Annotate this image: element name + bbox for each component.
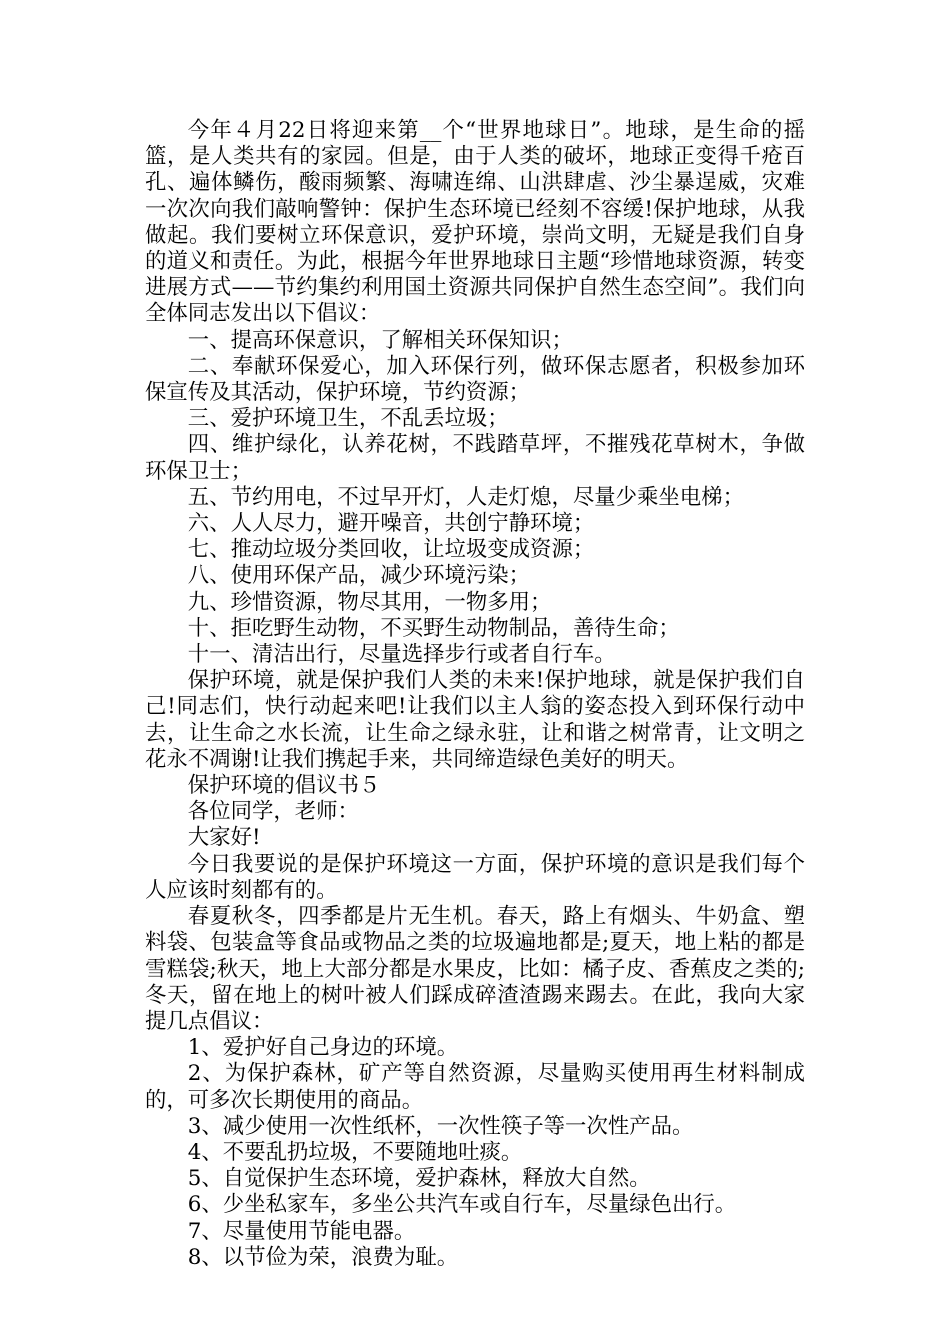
suggestion-item-3: 3、减少使用一次性纸杯，一次性筷子等一次性产品。 — [187, 1113, 694, 1139]
paragraph-topic: 今日我要说的是保护环境这一方面，保护环境的意识是我们每个人应该时刻都有的。 — [145, 851, 805, 903]
proposal-item-5: 五、节约用电，不过早开灯，人走灯熄，尽量少乘坐电梯； — [187, 484, 744, 510]
proposal-item-8: 八、使用环保产品，减少环境污染； — [187, 563, 531, 589]
proposal-item-7: 七、推动垃圾分类回收，让垃圾变成资源； — [187, 537, 595, 563]
salutation: 各位同学，老师： — [187, 799, 359, 825]
suggestion-item-7: 7、尽量使用节能电器。 — [187, 1218, 416, 1244]
proposal-item-9: 九、珍惜资源，物尽其用，一物多用； — [187, 589, 552, 615]
proposal-item-1: 一、提高环保意识，了解相关环保知识； — [187, 327, 573, 353]
suggestion-item-4: 4、不要乱扔垃圾，不要随地吐痰。 — [187, 1139, 523, 1165]
proposal-item-10: 十、拒吃野生动物，不买野生动物制品，善待生命； — [187, 615, 680, 641]
proposal-item-4: 四、维护绿化，认养花树，不践踏草坪，不摧残花草树木，争做环保卫士； — [145, 432, 805, 484]
suggestion-item-2: 2、为保护森林，矿产等自然资源，尽量购买使用再生材料制成的，可多次长期使用的商品。 — [145, 1061, 805, 1113]
suggestion-item-6: 6、少坐私家车，多坐公共汽车或自行车，尽量绿色出行。 — [187, 1192, 737, 1218]
proposal-item-6: 六、人人尽力，避开噪音，共创宁静环境； — [187, 511, 595, 537]
proposal-item-11: 十一、清洁出行，尽量选择步行或者自行车。 — [187, 642, 616, 668]
suggestion-item-5: 5、自觉保护生态环境，爱护森林，释放大自然。 — [187, 1166, 651, 1192]
paragraph-closing-call: 保护环境，就是保护我们人类的未来!保护地球，就是保护我们自己!同志们，快行动起来吧!让我们以主人翁的姿态投入到环保行动中去，让生命之水长流，让生命之绿永驻，让和谐之树常青，让文明之花永不凋谢!让我们携起手来，共同缔造绿色美好的明天。 — [145, 668, 805, 772]
paragraph-earth-day-intro: 今年４月22日将迎来第__个“世界地球日”。地球，是生命的摇篮，是人类共有的家园。但是，由于人类的破坏，地球正变得千疮百孔、遍体鳞伤，酸雨频繁、海啸连绵、山洪肆虐、沙尘暴逞威，灾难一次次向我们敲响警钟：保护生态环境已经刻不容缓!保护地球，从我做起。我们要树立环保意识，爱护环境，崇尚文明，无疑是我们自身的道义和责任。为此，根据今年世界地球日主题“珍惜地球资源，转变进展方式——节约集约利用国土资源共同保护自然生态空间”。我们向全体同志发出以下倡议： — [145, 118, 805, 327]
suggestion-item-1: 1、爱护好自己身边的环境。 — [187, 1035, 459, 1061]
proposal-item-2: 二、奉献环保爱心，加入环保行列，做环保志愿者，积极参加环保宣传及其活动，保护环境，节约资源； — [145, 353, 805, 406]
suggestion-item-8: 8、以节俭为荣，浪费为耻。 — [187, 1244, 459, 1270]
section-heading: 保护环境的倡议书５ — [187, 773, 381, 799]
paragraph-seasons: 春夏秋冬，四季都是片无生机。春天，路上有烟头、牛奶盒、塑料袋、包装盒等食品或物品之类的垃圾遍地都是;夏天，地上粘的都是雪糕袋;秋天，地上大部分都是水果皮，比如：橘子皮、香蕉皮之类的;冬天，留在地上的树叶被人们踩成碎渣渣踢来踢去。在此，我向大家提几点倡议： — [145, 904, 805, 1034]
greeting: 大家好! — [187, 825, 261, 851]
document-body — [145, 118, 805, 1271]
proposal-item-3: 三、爱护环境卫生，不乱丢垃圾； — [187, 406, 509, 432]
